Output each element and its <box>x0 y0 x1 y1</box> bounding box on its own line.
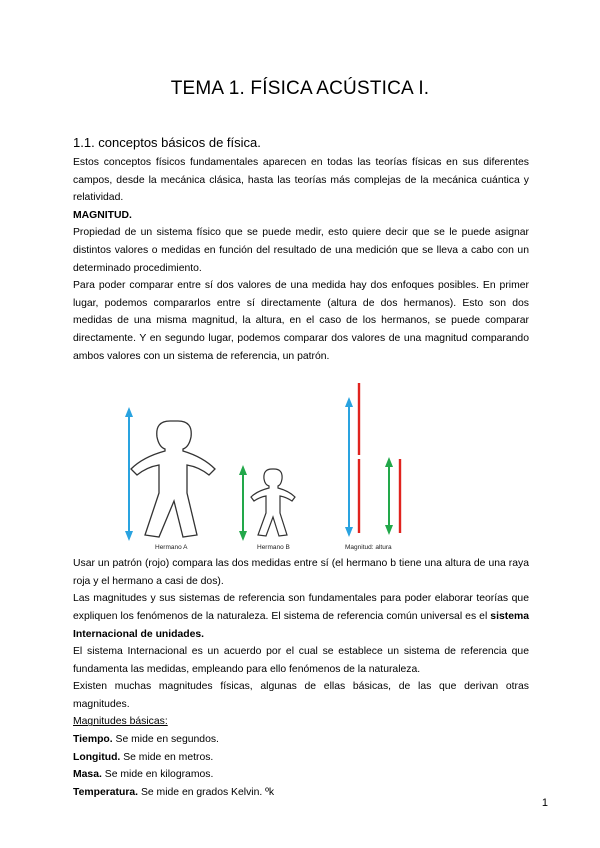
sistemas-text: Las magnitudes y sus sistemas de referencia son fundamentales para poder elaborar teorías que expliquen los fenómenos de la naturaleza. El sistema de referencia común universal es el <box>73 593 529 622</box>
document-body <box>73 134 529 801</box>
si-definition: El sistema Internacional es un acuerdo por el cual se establece un sistema de referencia que fundamenta las medidas, empleando para ello fenómenos de la naturaleza. <box>73 646 529 675</box>
label-magnitud: Magnitud: altura <box>345 544 392 552</box>
person-b-figure <box>251 469 295 536</box>
figure-svg <box>73 365 529 555</box>
basica-desc: Se mide en grados Kelvin. ºk <box>138 786 275 798</box>
person-a-figure <box>131 421 215 537</box>
basica-desc: Se mide en kilogramos. <box>101 769 214 781</box>
basica-item <box>73 766 529 784</box>
green-arrow-b <box>239 465 247 541</box>
magnitud-heading: MAGNITUD. <box>73 209 132 221</box>
basica-name: Temperatura. <box>73 786 139 798</box>
label-hermano-b: Hermano B <box>257 544 290 552</box>
intro-paragraph: Estos conceptos físicos fundamentales aparecen en todas las teorías físicas en sus diferentes campos, desde la mecánica clásica, hasta las teorías más complejas de la mecánica cuántica y relatividad. <box>73 157 529 204</box>
sistema-internacional-bold: sistema Internacional de unidades. <box>73 610 529 640</box>
basica-desc: Se mide en segundos. <box>112 734 219 746</box>
page-number: 1 <box>541 797 548 809</box>
basica-name: Tiempo. <box>73 734 113 746</box>
green-arrow-reference <box>385 457 393 535</box>
magnitud-definition: Propiedad de un sistema físico que se puede medir, esto quiere decir que se le puede asignar distintos valores o medidas en función del resultado de una medición que se lleva a cabo con un determinado procedimiento. <box>73 227 529 274</box>
basicas-heading: Magnitudes básicas: <box>73 716 168 728</box>
comparison-paragraph: Para poder comparar entre sí dos valores de una medida hay dos enfoques posibles. En primer lugar, podemos compararlos entre sí directamente (altura de dos hermanos). Esto son dos medidas de una misma magnitud, la altura, en el caso de los hermanos, se puede comparar directamente. Y en segundo lugar, podemos comparar dos valores de una magnitud comparando ambos valores con un sistema de referencia, un patrón. <box>73 280 529 362</box>
blue-arrow-a <box>125 407 133 541</box>
basica-name: Masa. <box>73 769 102 781</box>
basica-item <box>73 784 529 802</box>
height-comparison-figure <box>73 365 529 555</box>
basica-desc: Se mide en metros. <box>120 751 214 763</box>
patron-paragraph: Usar un patrón (rojo) compara las dos medidas entre sí (el hermano b tiene una altura de una raya roja y el hermano a casi de dos). <box>73 558 529 587</box>
sistemas-paragraph <box>73 590 529 643</box>
basica-item <box>73 749 529 767</box>
basica-item <box>73 731 529 749</box>
section-heading: 1.1. conceptos básicos de física. <box>73 135 261 150</box>
label-hermano-a: Hermano A <box>155 544 188 552</box>
basica-name: Longitud. <box>73 751 121 763</box>
document-title: TEMA 1. FÍSICA ACÚSTICA I. <box>170 78 430 99</box>
existen-paragraph: Existen muchas magnitudes físicas, algunas de ellas básicas, de las que derivan otras magnitudes. <box>73 681 529 710</box>
blue-arrow-reference <box>345 397 353 537</box>
